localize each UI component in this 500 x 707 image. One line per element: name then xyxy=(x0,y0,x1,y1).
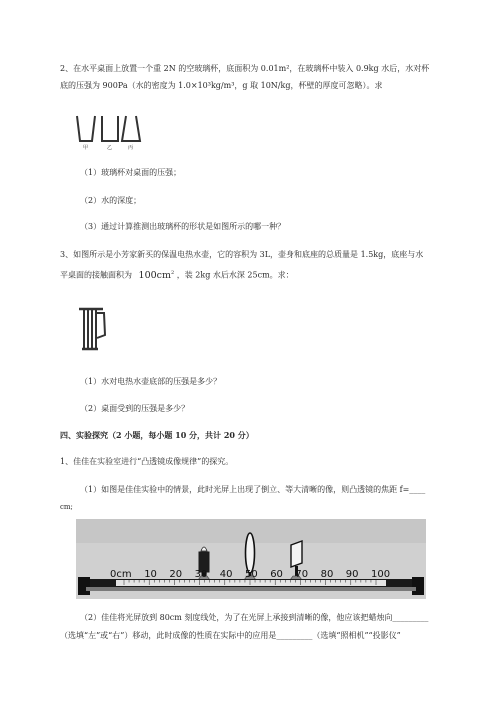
cup-bing xyxy=(122,116,140,141)
s4-q1-sub2-line2: （选填“左”或“右”）移动，此时成像的性质在实际中的应用是_________（选填“照相机”“投影仪” xyxy=(60,631,401,640)
section4-heading: 四、实验探究（2 小题，每小题 10 分，共计 20 分） xyxy=(60,430,254,440)
ruler-label: 40 xyxy=(219,569,233,580)
ruler-label: 0cm xyxy=(110,569,132,580)
ruler-label: 60 xyxy=(270,569,283,580)
q2-sub3: （3）通过计算推测出玻璃杯的形状是如图所示的哪一种？ xyxy=(80,222,286,231)
q3-text-line1: 3、如图所示是小芳家新买的保温电热水壶，它的容积为 3L，壶身和底座的总质量是 1.5kg，底座与水 xyxy=(60,250,424,259)
q2-sub2: （2）水的深度； xyxy=(80,196,142,205)
q3-sub2: （2）桌面受到的压强是多少？ xyxy=(80,404,190,413)
cup-label-yi: 乙 xyxy=(107,145,113,151)
ruler-label: 30 xyxy=(194,569,208,580)
ruler-label: 70 xyxy=(295,569,309,580)
cup-label-jia: 甲 xyxy=(83,145,89,151)
q3-area-sup: 2 xyxy=(171,270,175,276)
q2-text-line1: 2、在水平桌面上放置一个重 2N 的空玻璃杯，底面积为 0.01m²，在玻璃杯中装入 0.9kg 水后，水对杯 xyxy=(60,64,430,73)
cup-jia xyxy=(77,116,95,141)
q3-sub1: （1）水对电热水壶底部的压强是多少？ xyxy=(80,377,222,386)
cups-figure xyxy=(74,113,154,151)
q3-line2-a: 平桌面的接触面积为 xyxy=(60,270,132,280)
q3-text-line2 xyxy=(60,268,470,281)
q3-area-value: 100cm xyxy=(138,269,172,281)
cup-yi xyxy=(102,116,118,141)
s4-q1-sub2-line1: （2）佳佳将光屏放到 80cm 刻度线处，为了在光屏上承接到清晰的像，他应该把蜡烛向_________ xyxy=(80,613,429,622)
kettle-figure xyxy=(76,305,110,353)
q2-text-line2: 底的压强为 900Pa（水的密度为 1.0×10³kg/m³，g 取 10N/kg，杯壁的厚度可忽略）。求 xyxy=(60,81,383,90)
ruler-label: 20 xyxy=(169,569,183,580)
ruler-label: 10 xyxy=(144,569,157,580)
q3-line2-b: ，装 2kg 水后水深 25cm。求： xyxy=(176,270,294,280)
s4-q1-text: 1、佳佳在实验室进行“凸透镜成像规律”的探究。 xyxy=(60,457,234,466)
ruler-label: 90 xyxy=(345,569,359,580)
ruler-label: 100 xyxy=(371,569,391,580)
s4-q1-sub1-line2: cm; xyxy=(60,503,73,511)
ruler-label: 80 xyxy=(320,569,334,580)
q2-sub1: （1）玻璃杯对桌面的压强； xyxy=(80,168,182,177)
ruler-label: 50 xyxy=(245,569,258,580)
cup-label-bing: 丙 xyxy=(128,145,134,151)
s4-q1-sub1-line1: （1）如图是佳佳实验中的情景，此时光屏上出现了倒立、等大清晰的像，则凸透镜的焦距 f=____ xyxy=(80,485,426,494)
optical-bench-figure xyxy=(76,519,426,599)
